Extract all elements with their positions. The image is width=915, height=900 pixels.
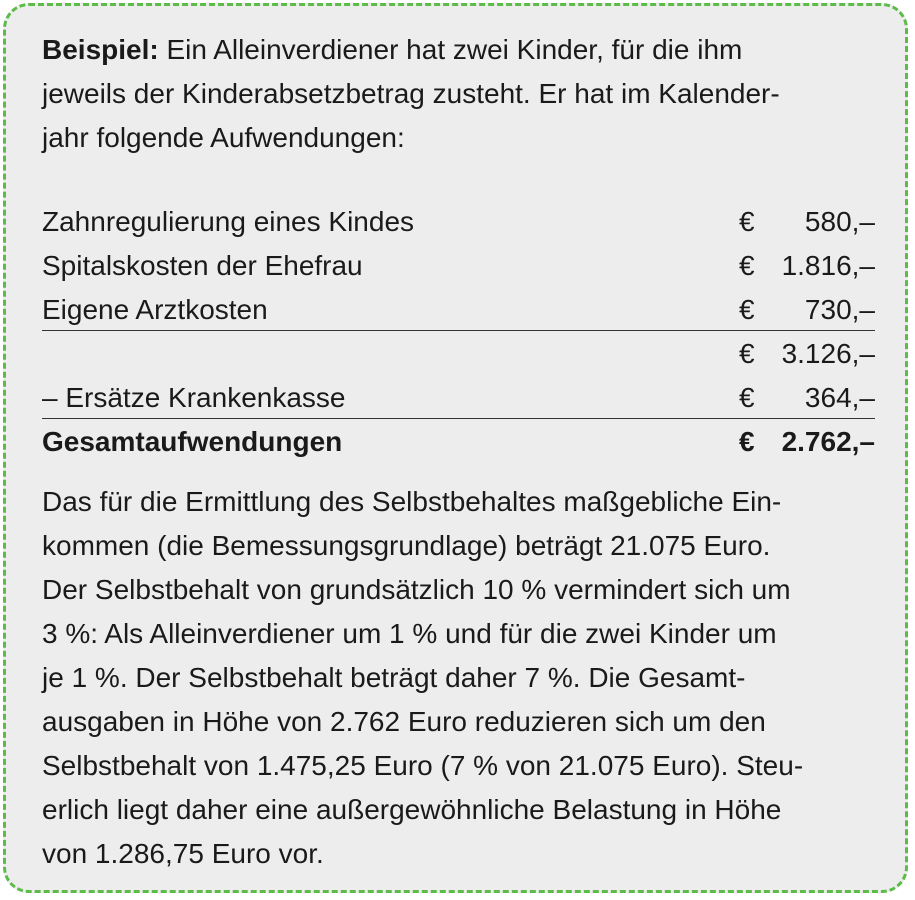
table-row [42,200,875,244]
row-currency: € [739,250,755,281]
paragraph-line: 3 %: Als Alleinverdiener um 1 % und für die zwei Kinder um [42,618,777,649]
total-row [42,420,875,464]
row-amount: 3.126,– [781,338,875,369]
paragraph-line: ausgaben in Höhe von 2.762 Euro reduzieren sich um den [42,706,766,737]
paragraph-line: Selbstbehalt von 1.475,25 Euro (7 % von 21.075 Euro). Steu- [42,750,804,781]
row-amount: 1.816,– [781,250,875,281]
paragraph-line: Das für die Ermittlung des Selbstbehaltes maßgebliche Ein- [42,486,782,517]
row-currency: € [739,338,755,369]
row-amount: 730,– [804,294,875,325]
row-currency: € [739,294,755,325]
intro-line-1: Ein Alleinverdiener hat zwei Kinder, für die ihm [166,34,743,65]
table-row [42,376,875,420]
total-currency: € [739,426,755,457]
total-amount: 2.762,– [781,426,875,457]
intro-text [42,28,882,160]
row-amount: 580,– [804,206,875,237]
row-label: Spitalskosten der Ehefrau [42,250,363,281]
row-currency: € [739,382,755,413]
total-rule [42,418,875,419]
example-lead: Beispiel: [42,34,159,65]
intro-line-3: jahr folgende Aufwendungen: [42,122,405,153]
total-label: Gesamtaufwendungen [42,426,343,457]
paragraph-line: je 1 %. Der Selbstbehalt beträgt daher 7 %. Die Gesamt- [42,662,746,693]
table-row [42,332,875,376]
subtotal-rule [42,330,875,331]
table-row [42,288,875,332]
row-label: – Ersätze Krankenkasse [42,382,346,413]
row-currency: € [739,206,755,237]
paragraph-line: von 1.286,75 Euro vor. [42,838,324,869]
row-label: Eigene Arztkosten [42,294,268,325]
row-label: Zahnregulierung eines Kindes [42,206,415,237]
paragraph-line: kommen (die Bemessungsgrundlage) beträgt 21.075 Euro. [42,530,771,561]
row-amount: 364,– [804,382,875,413]
paragraph-line: Der Selbstbehalt von grundsätzlich 10 % vermindert sich um [42,574,791,605]
paragraph-line: erlich liegt daher eine außergewöhnliche Belastung in Höhe [42,794,782,825]
intro-line-2: jeweils der Kinderabsetzbetrag zusteht. Er hat im Kalender- [42,78,780,109]
table-row [42,244,875,288]
explanation-paragraph [42,480,887,876]
